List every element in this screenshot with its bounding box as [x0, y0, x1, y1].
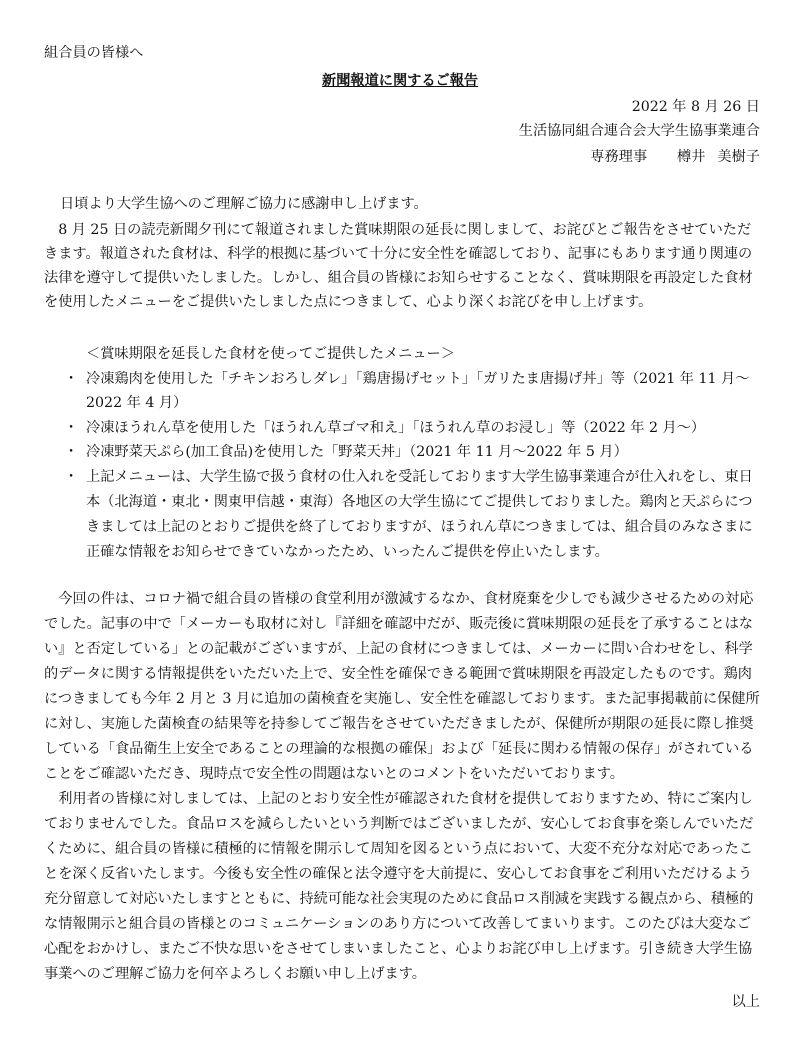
paragraph-line: ておりませんでした。食品ロスを減らしたいという判断ではございましたが、安心してお食事を楽しんでいただ: [44, 816, 754, 832]
paragraph-line: している「食品衛生上安全であることの理論的な根拠の確保」および「延長に関わる情報の保存」がされている: [44, 741, 754, 757]
menu-heading: ＜賞味期限を延長した食材を使ってご提供したメニュー＞: [86, 346, 455, 362]
closing-mark: 以上: [731, 994, 760, 1010]
paragraph-line: な情報開示と組合員の皆様とのコミュニケーションのあり方について改善してまいります。このたびは大変なご: [44, 916, 752, 932]
list-item-line: 正確な情報をお知らせできていなかったため、いったんご提供を停止いたします。: [86, 544, 609, 560]
signer-given-name: 美樹子: [717, 149, 760, 165]
paragraph-line: 心配をおかけし、またご不快な思いをさせてしまいましたこと、心よりお詫び申し上げます。引き続き大学生協: [44, 941, 753, 957]
paragraph-line: きます。報道された食材は、科学的根拠に基づいて十分に安全性を確認しており、記事にもあります通り関連の: [44, 246, 753, 262]
signer: [590, 146, 760, 166]
paragraph-line: い』と否定している」との記載がございますが、上記の食材につきましては、メーカーに問い合わせをし、科学: [44, 641, 753, 657]
bullet-marker: ・: [64, 444, 79, 460]
signer-role: 専務理事: [590, 149, 648, 165]
paragraph-line: に対し、実施した菌検査の結果等を持参してご報告をさせていただきましたが、保健所が期限の延長に際し推奨: [44, 716, 754, 732]
list-item-line: 冷凍鶏肉を使用した「チキンおろしダレ」「鶏唐揚げセット」「ガリたま唐揚げ丼」等（2021 年 11 月〜: [86, 371, 750, 387]
paragraph-line: 8 月 25 日の読売新聞夕刊にて報道されました賞味期限の延長に関しまして、お詫びとご報告をさせていただ: [44, 222, 752, 238]
paragraph-line: 充分留意して対応いたしますとともに、持続可能な社会実現のために食品ロス削減を実践する観点から、積極的: [44, 891, 754, 907]
bullet-marker: ・: [64, 469, 79, 485]
paragraph-line: 今回の件は、コロナ禍で組合員の皆様の食堂利用が激減するなか、食材廃棄を少しでも減少させるための対応: [44, 591, 754, 607]
paragraph-line: 法律を遵守して提供いたしました。しかし、組合員の皆様にお知らせすることなく、賞味期限を再設定した食材: [44, 270, 753, 286]
salutation: 組合員の皆様へ: [44, 45, 144, 61]
list-item-line: きましては上記のとおりご提供を終了しておりますが、ほうれん草につきましては、組合員のみなさまに: [86, 519, 753, 535]
paragraph-line: 的データに関する情報提供をいただいた上で、安全性を確保できる範囲で賞味期限を再設定したものです。鶏肉: [44, 666, 752, 682]
paragraph-line: 事業へのご理解ご協力を何卒よろしくお願い申し上げます。: [44, 966, 426, 982]
paragraph-line: につきましても今年 2 月と 3 月に追加の菌検査を実施し、安全性を確認しております。また記事掲載前に保健所: [44, 691, 760, 707]
greeting-paragraph: 日頃より大学生協へのご理解ご協力に感謝申し上げます。: [60, 196, 428, 212]
paragraph-line: とを深く反省いたします。今後も安全性の確保と法令遵守を大前提に、安心してお食事をご利用いただけるよう: [44, 866, 753, 882]
list-item-line: 本（北海道・東北・関東甲信越・東海）各地区の大学生協にてご提供しておりました。鶏肉と天ぷらにつ: [86, 494, 753, 510]
paragraph-line: ことをご確認いただき、現時点で安全性の問題はないとのコメントをいただいております。: [44, 766, 624, 782]
organization-name: 生活協同組合連合会大学生協事業連合: [518, 123, 760, 139]
list-item-line: 上記メニューは、大学生協で扱う食材の仕入れを受託しております大学生協事業連合が仕入れをし、東日: [86, 469, 753, 485]
paragraph-line: を使用したメニューをご提供いたしました点につきまして、心より深くお詫びを申し上げます。: [44, 294, 653, 310]
list-item-line: 冷凍野菜天ぷら(加工食品)を使用した「野菜天丼」（2021 年 11 月〜2022 年 5 月）: [86, 444, 628, 460]
paragraph-line: くために、組合員の皆様に積極的に情報を開示して周知を図るという点において、大変不充分な対応であったこ: [44, 841, 753, 857]
document-title: 新聞報道に関するご報告: [322, 73, 479, 89]
paragraph-line: 利用者の皆様に対しましては、上記のとおり安全性が確認された食材を提供しておりますため、特にご案内し: [44, 791, 753, 807]
bullet-marker: ・: [64, 371, 79, 387]
list-item-line: 2022 年 4 月）: [86, 395, 188, 411]
document-date: 2022 年 8 月 26 日: [631, 99, 760, 115]
list-item-line: 冷凍ほうれん草を使用した「ほうれん草ゴマ和え」「ほうれん草のお浸し」等（2022 年 2 月〜）: [86, 420, 706, 436]
signer-family-name: 樽井: [677, 149, 706, 165]
bullet-marker: ・: [64, 420, 79, 436]
paragraph-line: でした。記事の中で「メーカーも取材に対し『詳細を確認中だが、販売後に賞味期限の延長を了承することはな: [44, 616, 754, 632]
